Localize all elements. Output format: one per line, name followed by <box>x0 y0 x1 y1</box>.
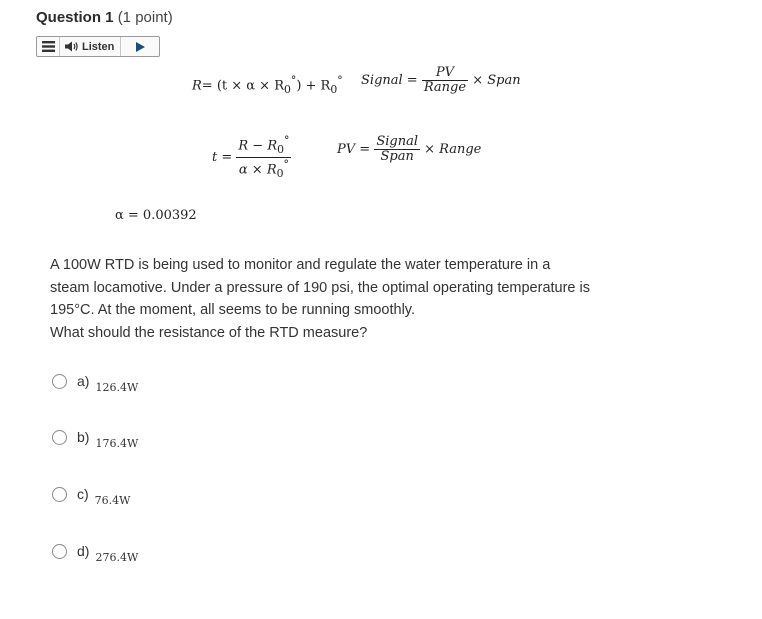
formula-t-num-deg: ° <box>284 134 290 147</box>
formula-t-num-sub: 0 <box>277 142 285 156</box>
play-icon[interactable] <box>121 37 159 56</box>
formula-r-deg2: ° <box>337 74 343 87</box>
formula-t-fraction <box>236 134 291 181</box>
option-letter: a) <box>77 373 90 389</box>
formula-t-num <box>236 134 291 157</box>
answer-option-c[interactable] <box>52 486 131 507</box>
question-prompt <box>50 254 690 344</box>
formula-temperature <box>212 134 291 181</box>
prompt-line-4: What should the resistance of the RTD measure? <box>50 324 368 341</box>
option-letter: b) <box>77 429 90 445</box>
formula-t-lhs: t = <box>212 149 233 165</box>
formula-signal-den: Range <box>423 80 467 95</box>
radio-button[interactable] <box>52 430 67 445</box>
option-value: 76.4W <box>94 493 131 507</box>
answer-option-b[interactable] <box>52 429 139 450</box>
alpha-constant: α = 0.00392 <box>115 208 197 223</box>
formula-r-sub1: 0 <box>284 82 291 96</box>
radio-button[interactable] <box>52 487 67 502</box>
formula-signal-num: PV <box>435 65 455 80</box>
formula-r-deg1: ° <box>290 74 297 87</box>
formula-pv-fraction <box>374 135 420 164</box>
radio-button[interactable] <box>52 374 67 389</box>
listen-label: Listen <box>82 40 115 53</box>
formula-r-mid: ) + R <box>296 78 331 94</box>
formula-t-num-text: R − R <box>238 138 278 154</box>
option-value: 276.4W <box>95 550 139 564</box>
formula-signal-lhs: Signal = <box>361 73 418 88</box>
formula-t-den <box>236 157 291 181</box>
formula-pv <box>337 135 481 164</box>
option-value: 126.4W <box>95 380 139 394</box>
answer-option-d[interactable] <box>52 543 139 564</box>
formula-r-open: = (t × α × R <box>201 78 284 94</box>
formula-resistance <box>192 74 343 96</box>
listen-button[interactable] <box>60 37 121 56</box>
question-points: (1 point) <box>117 9 173 26</box>
answer-option-a[interactable] <box>52 373 139 394</box>
formula-r-sub2: 0 <box>330 82 338 96</box>
radio-button[interactable] <box>52 544 67 559</box>
speaker-icon <box>65 41 79 52</box>
option-value: 176.4W <box>95 436 139 450</box>
formula-pv-den: Span <box>374 149 420 164</box>
question-number: Question 1 <box>36 9 114 26</box>
prompt-line-3: 195°C. At the moment, all seems to be running smoothly. <box>50 302 415 318</box>
formula-r-lhs: R <box>192 78 202 94</box>
formula-signal-fraction <box>422 66 468 95</box>
formula-pv-lhs: PV = <box>337 142 371 157</box>
formula-t-den-text: α × R <box>238 162 277 178</box>
formula-pv-num: Signal <box>376 134 418 149</box>
option-letter: c) <box>77 486 89 502</box>
formula-pv-tail: × Range <box>424 142 482 157</box>
formula-signal-tail: × Span <box>472 73 521 88</box>
option-letter: d) <box>77 543 90 559</box>
formula-t-den-sub: 0 <box>276 166 284 180</box>
question-title <box>36 9 173 26</box>
hamburger-menu-icon[interactable] <box>37 37 60 56</box>
prompt-line-2: steam locamotive. Under a pressure of 190 psi, the optimal operating temperature is <box>50 279 590 296</box>
formula-t-den-deg: ° <box>283 157 289 171</box>
formula-signal <box>361 66 521 95</box>
prompt-line-1: A 100W RTD is being used to monitor and regulate the water temperature in a <box>50 257 551 273</box>
read-aloud-toolbar <box>36 36 160 57</box>
